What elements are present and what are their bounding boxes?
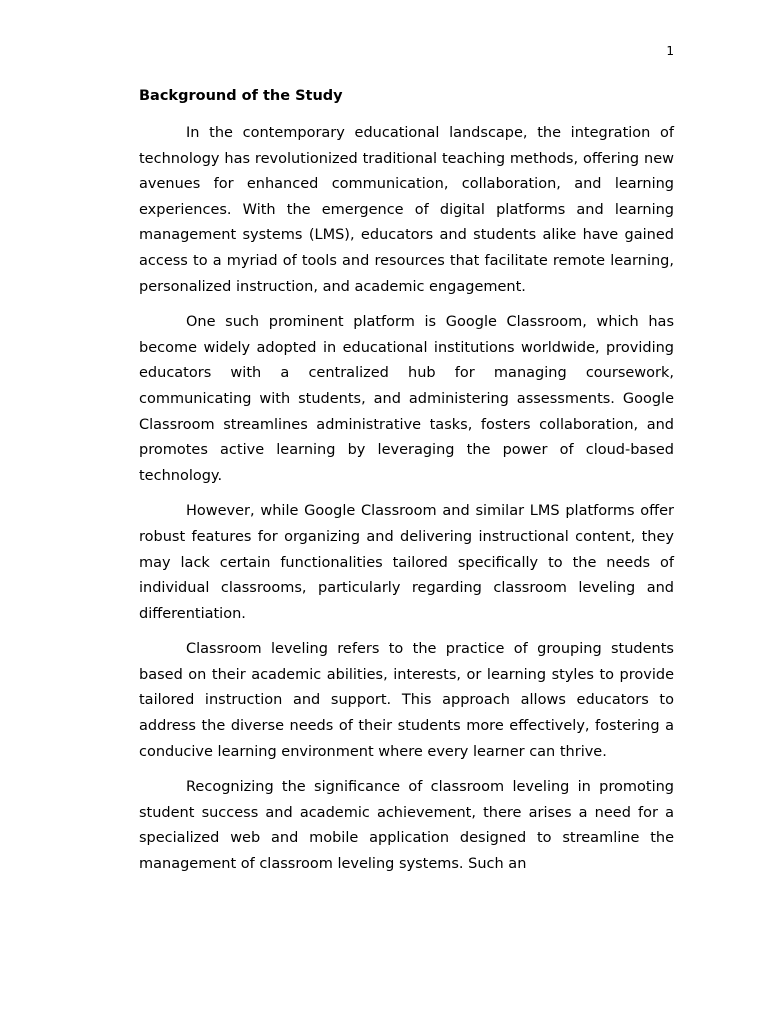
paragraph-5: Recognizing the significance of classroom leveling in promoting student success and academic achievement, there arises a need for a specialized web and mobile application designed to streamline the management of classroom leveling systems. Such an — [139, 779, 674, 873]
paragraph-2: One such prominent platform is Google Classroom, which has become widely adopted in educational institutions worldwide, providing educators with a centralized hub for managing coursework, communicating with students, and administering assessments. Google Classroom streamlines administrative tasks, fosters collaboration, and promotes active learning by leveraging the power of cloud-based technology. — [139, 314, 674, 484]
paragraph-3: However, while Google Classroom and similar LMS platforms offer robust features for organizing and delivering instructional content, they may lack certain functionalities tailored specifically to the needs of individual classrooms, particularly regarding classroom leveling and differentiation. — [139, 503, 674, 622]
paragraph-4: Classroom leveling refers to the practice of grouping students based on their academic abilities, interests, or learning styles to provide tailored instruction and support. This approach allows educators to address the diverse needs of their students more effectively, fostering a conducive learning environment where every learner can thrive. — [139, 641, 674, 760]
page-number: 1 — [666, 44, 674, 58]
document-body — [139, 86, 674, 888]
paragraph-1: In the contemporary educational landscape, the integration of technology has revolutionized traditional teaching methods, offering new avenues for enhanced communication, collaboration, and learning experiences. With the emergence of digital platforms and learning management systems (LMS), educators and students alike have gained access to a myriad of tools and resources that facilitate remote learning, personalized instruction, and academic engagement. — [139, 125, 674, 295]
section-heading: Background of the Study — [139, 88, 343, 104]
